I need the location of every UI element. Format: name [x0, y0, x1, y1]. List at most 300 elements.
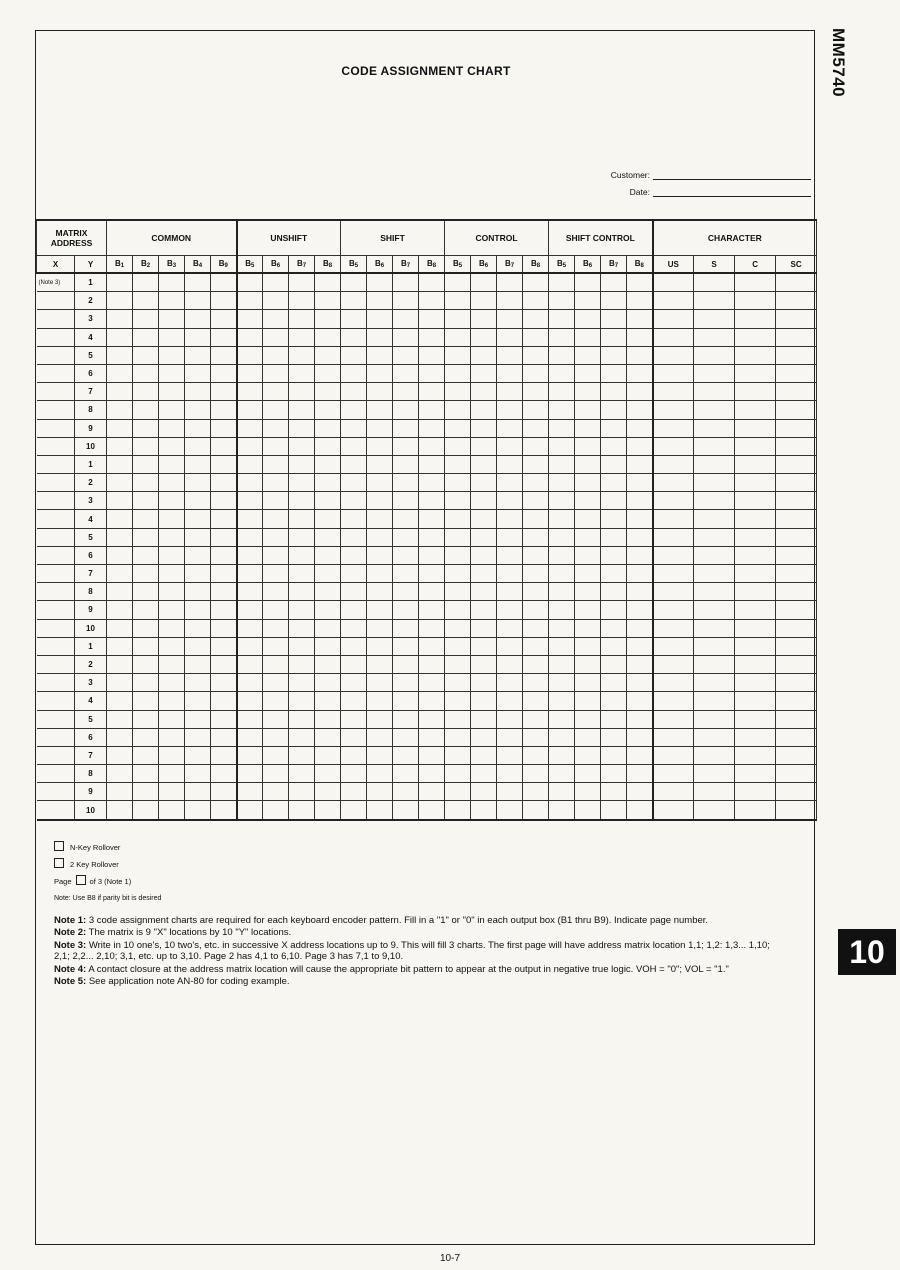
output-bit-cell[interactable] — [549, 583, 575, 601]
character-cell[interactable] — [694, 619, 735, 637]
output-bit-cell[interactable] — [211, 619, 237, 637]
output-bit-cell[interactable] — [445, 455, 471, 473]
output-bit-cell[interactable] — [237, 310, 263, 328]
output-bit-cell[interactable] — [601, 710, 627, 728]
output-bit-cell[interactable] — [445, 710, 471, 728]
character-cell[interactable] — [653, 328, 694, 346]
output-bit-cell[interactable] — [107, 746, 133, 764]
output-bit-cell[interactable] — [289, 619, 315, 637]
x-address-cell[interactable] — [37, 474, 75, 492]
output-bit-cell[interactable] — [263, 674, 289, 692]
output-bit-cell[interactable] — [601, 383, 627, 401]
output-bit-cell[interactable] — [367, 528, 393, 546]
character-cell[interactable] — [776, 710, 817, 728]
output-bit-cell[interactable] — [471, 601, 497, 619]
output-bit-cell[interactable] — [263, 474, 289, 492]
output-bit-cell[interactable] — [159, 455, 185, 473]
output-bit-cell[interactable] — [575, 292, 601, 310]
x-address-cell[interactable] — [37, 383, 75, 401]
character-cell[interactable] — [653, 383, 694, 401]
output-bit-cell[interactable] — [419, 728, 445, 746]
x-address-cell[interactable] — [37, 292, 75, 310]
output-bit-cell[interactable] — [237, 383, 263, 401]
output-bit-cell[interactable] — [601, 655, 627, 673]
character-cell[interactable] — [694, 783, 735, 801]
output-bit-cell[interactable] — [211, 419, 237, 437]
output-bit-cell[interactable] — [107, 528, 133, 546]
output-bit-cell[interactable] — [107, 346, 133, 364]
output-bit-cell[interactable] — [341, 674, 367, 692]
output-bit-cell[interactable] — [315, 765, 341, 783]
output-bit-cell[interactable] — [497, 674, 523, 692]
output-bit-cell[interactable] — [341, 273, 367, 292]
output-bit-cell[interactable] — [211, 383, 237, 401]
output-bit-cell[interactable] — [471, 364, 497, 382]
output-bit-cell[interactable] — [107, 474, 133, 492]
output-bit-cell[interactable] — [601, 492, 627, 510]
output-bit-cell[interactable] — [445, 728, 471, 746]
output-bit-cell[interactable] — [237, 655, 263, 673]
character-cell[interactable] — [735, 565, 776, 583]
output-bit-cell[interactable] — [445, 273, 471, 292]
output-bit-cell[interactable] — [263, 565, 289, 583]
output-bit-cell[interactable] — [263, 510, 289, 528]
output-bit-cell[interactable] — [341, 692, 367, 710]
output-bit-cell[interactable] — [497, 546, 523, 564]
output-bit-cell[interactable] — [497, 783, 523, 801]
output-bit-cell[interactable] — [471, 510, 497, 528]
output-bit-cell[interactable] — [471, 619, 497, 637]
output-bit-cell[interactable] — [341, 583, 367, 601]
date-field[interactable] — [602, 187, 814, 197]
output-bit-cell[interactable] — [497, 528, 523, 546]
output-bit-cell[interactable] — [471, 346, 497, 364]
output-bit-cell[interactable] — [523, 710, 549, 728]
output-bit-cell[interactable] — [263, 801, 289, 820]
output-bit-cell[interactable] — [419, 310, 445, 328]
output-bit-cell[interactable] — [159, 692, 185, 710]
character-cell[interactable] — [653, 674, 694, 692]
character-cell[interactable] — [653, 492, 694, 510]
x-address-cell[interactable]: (Note 3) — [37, 273, 75, 292]
output-bit-cell[interactable] — [185, 637, 211, 655]
output-bit-cell[interactable] — [393, 328, 419, 346]
output-bit-cell[interactable] — [549, 492, 575, 510]
x-address-cell[interactable] — [37, 637, 75, 655]
character-cell[interactable] — [735, 728, 776, 746]
output-bit-cell[interactable] — [393, 674, 419, 692]
output-bit-cell[interactable] — [367, 783, 393, 801]
output-bit-cell[interactable] — [159, 383, 185, 401]
output-bit-cell[interactable] — [471, 292, 497, 310]
output-bit-cell[interactable] — [627, 383, 653, 401]
output-bit-cell[interactable] — [575, 565, 601, 583]
output-bit-cell[interactable] — [159, 346, 185, 364]
character-cell[interactable] — [735, 546, 776, 564]
output-bit-cell[interactable] — [289, 510, 315, 528]
output-bit-cell[interactable] — [575, 765, 601, 783]
output-bit-cell[interactable] — [471, 583, 497, 601]
character-cell[interactable] — [694, 474, 735, 492]
output-bit-cell[interactable] — [471, 655, 497, 673]
output-bit-cell[interactable] — [107, 765, 133, 783]
output-bit-cell[interactable] — [523, 492, 549, 510]
output-bit-cell[interactable] — [289, 419, 315, 437]
output-bit-cell[interactable] — [133, 383, 159, 401]
customer-line[interactable] — [653, 179, 811, 180]
output-bit-cell[interactable] — [237, 637, 263, 655]
character-cell[interactable] — [653, 455, 694, 473]
character-cell[interactable] — [776, 801, 817, 820]
output-bit-cell[interactable] — [393, 601, 419, 619]
output-bit-cell[interactable] — [315, 310, 341, 328]
output-bit-cell[interactable] — [211, 310, 237, 328]
x-address-cell[interactable] — [37, 565, 75, 583]
output-bit-cell[interactable] — [445, 492, 471, 510]
output-bit-cell[interactable] — [627, 565, 653, 583]
output-bit-cell[interactable] — [263, 583, 289, 601]
output-bit-cell[interactable] — [393, 419, 419, 437]
output-bit-cell[interactable] — [185, 510, 211, 528]
output-bit-cell[interactable] — [523, 765, 549, 783]
output-bit-cell[interactable] — [627, 655, 653, 673]
output-bit-cell[interactable] — [419, 474, 445, 492]
output-bit-cell[interactable] — [289, 437, 315, 455]
output-bit-cell[interactable] — [575, 674, 601, 692]
output-bit-cell[interactable] — [211, 565, 237, 583]
output-bit-cell[interactable] — [445, 310, 471, 328]
output-bit-cell[interactable] — [393, 273, 419, 292]
output-bit-cell[interactable] — [627, 437, 653, 455]
output-bit-cell[interactable] — [367, 710, 393, 728]
output-bit-cell[interactable] — [575, 692, 601, 710]
output-bit-cell[interactable] — [107, 364, 133, 382]
x-address-cell[interactable] — [37, 692, 75, 710]
output-bit-cell[interactable] — [315, 401, 341, 419]
character-cell[interactable] — [735, 455, 776, 473]
output-bit-cell[interactable] — [627, 583, 653, 601]
output-bit-cell[interactable] — [523, 346, 549, 364]
output-bit-cell[interactable] — [185, 528, 211, 546]
output-bit-cell[interactable] — [341, 801, 367, 820]
output-bit-cell[interactable] — [549, 674, 575, 692]
output-bit-cell[interactable] — [263, 328, 289, 346]
output-bit-cell[interactable] — [237, 674, 263, 692]
output-bit-cell[interactable] — [367, 492, 393, 510]
character-cell[interactable] — [694, 455, 735, 473]
output-bit-cell[interactable] — [367, 401, 393, 419]
character-cell[interactable] — [735, 637, 776, 655]
output-bit-cell[interactable] — [341, 383, 367, 401]
output-bit-cell[interactable] — [237, 565, 263, 583]
output-bit-cell[interactable] — [211, 710, 237, 728]
output-bit-cell[interactable] — [471, 401, 497, 419]
character-cell[interactable] — [735, 364, 776, 382]
output-bit-cell[interactable] — [211, 746, 237, 764]
output-bit-cell[interactable] — [211, 546, 237, 564]
character-cell[interactable] — [776, 383, 817, 401]
output-bit-cell[interactable] — [393, 510, 419, 528]
output-bit-cell[interactable] — [237, 546, 263, 564]
output-bit-cell[interactable] — [263, 455, 289, 473]
output-bit-cell[interactable] — [523, 455, 549, 473]
output-bit-cell[interactable] — [627, 710, 653, 728]
output-bit-cell[interactable] — [237, 474, 263, 492]
output-bit-cell[interactable] — [185, 273, 211, 292]
output-bit-cell[interactable] — [601, 292, 627, 310]
output-bit-cell[interactable] — [549, 528, 575, 546]
output-bit-cell[interactable] — [133, 692, 159, 710]
output-bit-cell[interactable] — [341, 328, 367, 346]
output-bit-cell[interactable] — [523, 746, 549, 764]
character-cell[interactable] — [694, 364, 735, 382]
character-cell[interactable] — [653, 346, 694, 364]
character-cell[interactable] — [653, 728, 694, 746]
output-bit-cell[interactable] — [445, 765, 471, 783]
output-bit-cell[interactable] — [237, 292, 263, 310]
output-bit-cell[interactable] — [419, 674, 445, 692]
output-bit-cell[interactable] — [107, 492, 133, 510]
output-bit-cell[interactable] — [289, 765, 315, 783]
output-bit-cell[interactable] — [159, 619, 185, 637]
output-bit-cell[interactable] — [419, 364, 445, 382]
character-cell[interactable] — [735, 474, 776, 492]
x-address-cell[interactable] — [37, 455, 75, 473]
output-bit-cell[interactable] — [549, 310, 575, 328]
output-bit-cell[interactable] — [263, 601, 289, 619]
output-bit-cell[interactable] — [601, 692, 627, 710]
output-bit-cell[interactable] — [341, 364, 367, 382]
output-bit-cell[interactable] — [315, 546, 341, 564]
output-bit-cell[interactable] — [627, 674, 653, 692]
output-bit-cell[interactable] — [159, 510, 185, 528]
output-bit-cell[interactable] — [471, 710, 497, 728]
output-bit-cell[interactable] — [341, 419, 367, 437]
output-bit-cell[interactable] — [445, 437, 471, 455]
output-bit-cell[interactable] — [627, 310, 653, 328]
output-bit-cell[interactable] — [159, 746, 185, 764]
character-cell[interactable] — [776, 583, 817, 601]
character-cell[interactable] — [735, 292, 776, 310]
output-bit-cell[interactable] — [497, 492, 523, 510]
output-bit-cell[interactable] — [211, 637, 237, 655]
output-bit-cell[interactable] — [289, 455, 315, 473]
output-bit-cell[interactable] — [601, 328, 627, 346]
output-bit-cell[interactable] — [315, 474, 341, 492]
output-bit-cell[interactable] — [263, 546, 289, 564]
output-bit-cell[interactable] — [627, 619, 653, 637]
character-cell[interactable] — [694, 292, 735, 310]
character-cell[interactable] — [694, 273, 735, 292]
output-bit-cell[interactable] — [185, 728, 211, 746]
character-cell[interactable] — [776, 655, 817, 673]
output-bit-cell[interactable] — [627, 474, 653, 492]
output-bit-cell[interactable] — [341, 510, 367, 528]
output-bit-cell[interactable] — [237, 746, 263, 764]
output-bit-cell[interactable] — [549, 801, 575, 820]
output-bit-cell[interactable] — [263, 692, 289, 710]
output-bit-cell[interactable] — [471, 455, 497, 473]
output-bit-cell[interactable] — [107, 383, 133, 401]
output-bit-cell[interactable] — [367, 510, 393, 528]
output-bit-cell[interactable] — [549, 455, 575, 473]
output-bit-cell[interactable] — [133, 728, 159, 746]
x-address-cell[interactable] — [37, 528, 75, 546]
output-bit-cell[interactable] — [601, 728, 627, 746]
output-bit-cell[interactable] — [159, 710, 185, 728]
output-bit-cell[interactable] — [523, 401, 549, 419]
output-bit-cell[interactable] — [289, 728, 315, 746]
x-address-cell[interactable] — [37, 510, 75, 528]
output-bit-cell[interactable] — [393, 710, 419, 728]
output-bit-cell[interactable] — [289, 546, 315, 564]
output-bit-cell[interactable] — [185, 383, 211, 401]
output-bit-cell[interactable] — [289, 383, 315, 401]
output-bit-cell[interactable] — [159, 601, 185, 619]
output-bit-cell[interactable] — [497, 292, 523, 310]
output-bit-cell[interactable] — [263, 346, 289, 364]
output-bit-cell[interactable] — [263, 619, 289, 637]
output-bit-cell[interactable] — [497, 801, 523, 820]
output-bit-cell[interactable] — [419, 546, 445, 564]
character-cell[interactable] — [735, 528, 776, 546]
output-bit-cell[interactable] — [367, 619, 393, 637]
output-bit-cell[interactable] — [341, 474, 367, 492]
output-bit-cell[interactable] — [211, 655, 237, 673]
character-cell[interactable] — [653, 746, 694, 764]
character-cell[interactable] — [735, 619, 776, 637]
output-bit-cell[interactable] — [575, 364, 601, 382]
output-bit-cell[interactable] — [263, 710, 289, 728]
character-cell[interactable] — [653, 583, 694, 601]
output-bit-cell[interactable] — [185, 546, 211, 564]
output-bit-cell[interactable] — [627, 455, 653, 473]
character-cell[interactable] — [653, 601, 694, 619]
character-cell[interactable] — [776, 728, 817, 746]
character-cell[interactable] — [653, 364, 694, 382]
output-bit-cell[interactable] — [471, 492, 497, 510]
output-bit-cell[interactable] — [523, 783, 549, 801]
output-bit-cell[interactable] — [471, 637, 497, 655]
output-bit-cell[interactable] — [185, 583, 211, 601]
output-bit-cell[interactable] — [315, 383, 341, 401]
output-bit-cell[interactable] — [315, 601, 341, 619]
output-bit-cell[interactable] — [185, 474, 211, 492]
character-cell[interactable] — [653, 765, 694, 783]
output-bit-cell[interactable] — [601, 637, 627, 655]
output-bit-cell[interactable] — [601, 546, 627, 564]
output-bit-cell[interactable] — [497, 455, 523, 473]
output-bit-cell[interactable] — [497, 583, 523, 601]
output-bit-cell[interactable] — [497, 637, 523, 655]
output-bit-cell[interactable] — [367, 674, 393, 692]
output-bit-cell[interactable] — [497, 510, 523, 528]
output-bit-cell[interactable] — [627, 746, 653, 764]
character-cell[interactable] — [776, 455, 817, 473]
output-bit-cell[interactable] — [497, 655, 523, 673]
output-bit-cell[interactable] — [471, 310, 497, 328]
output-bit-cell[interactable] — [627, 328, 653, 346]
output-bit-cell[interactable] — [185, 310, 211, 328]
output-bit-cell[interactable] — [263, 364, 289, 382]
output-bit-cell[interactable] — [549, 601, 575, 619]
character-cell[interactable] — [694, 637, 735, 655]
date-line[interactable] — [653, 196, 811, 197]
output-bit-cell[interactable] — [107, 437, 133, 455]
output-bit-cell[interactable] — [601, 583, 627, 601]
output-bit-cell[interactable] — [549, 292, 575, 310]
output-bit-cell[interactable] — [133, 765, 159, 783]
character-cell[interactable] — [776, 273, 817, 292]
output-bit-cell[interactable] — [185, 765, 211, 783]
character-cell[interactable] — [694, 310, 735, 328]
output-bit-cell[interactable] — [497, 565, 523, 583]
output-bit-cell[interactable] — [393, 310, 419, 328]
output-bit-cell[interactable] — [185, 346, 211, 364]
output-bit-cell[interactable] — [237, 692, 263, 710]
output-bit-cell[interactable] — [263, 292, 289, 310]
output-bit-cell[interactable] — [549, 746, 575, 764]
x-address-cell[interactable] — [37, 619, 75, 637]
output-bit-cell[interactable] — [393, 583, 419, 601]
output-bit-cell[interactable] — [315, 801, 341, 820]
output-bit-cell[interactable] — [523, 364, 549, 382]
output-bit-cell[interactable] — [237, 783, 263, 801]
output-bit-cell[interactable] — [627, 292, 653, 310]
output-bit-cell[interactable] — [133, 601, 159, 619]
x-address-cell[interactable] — [37, 437, 75, 455]
output-bit-cell[interactable] — [549, 692, 575, 710]
output-bit-cell[interactable] — [523, 437, 549, 455]
output-bit-cell[interactable] — [107, 728, 133, 746]
character-cell[interactable] — [735, 583, 776, 601]
character-cell[interactable] — [653, 401, 694, 419]
output-bit-cell[interactable] — [627, 783, 653, 801]
output-bit-cell[interactable] — [159, 492, 185, 510]
output-bit-cell[interactable] — [627, 510, 653, 528]
x-address-cell[interactable] — [37, 783, 75, 801]
output-bit-cell[interactable] — [627, 546, 653, 564]
output-bit-cell[interactable] — [107, 455, 133, 473]
output-bit-cell[interactable] — [549, 401, 575, 419]
output-bit-cell[interactable] — [159, 419, 185, 437]
output-bit-cell[interactable] — [627, 419, 653, 437]
output-bit-cell[interactable] — [523, 728, 549, 746]
output-bit-cell[interactable] — [133, 401, 159, 419]
output-bit-cell[interactable] — [497, 328, 523, 346]
output-bit-cell[interactable] — [211, 401, 237, 419]
output-bit-cell[interactable] — [445, 601, 471, 619]
output-bit-cell[interactable] — [601, 437, 627, 455]
output-bit-cell[interactable] — [289, 674, 315, 692]
output-bit-cell[interactable] — [341, 565, 367, 583]
output-bit-cell[interactable] — [237, 492, 263, 510]
output-bit-cell[interactable] — [393, 565, 419, 583]
character-cell[interactable] — [653, 273, 694, 292]
output-bit-cell[interactable] — [523, 801, 549, 820]
output-bit-cell[interactable] — [289, 783, 315, 801]
output-bit-cell[interactable] — [497, 346, 523, 364]
output-bit-cell[interactable] — [549, 619, 575, 637]
output-bit-cell[interactable] — [341, 401, 367, 419]
output-bit-cell[interactable] — [419, 692, 445, 710]
output-bit-cell[interactable] — [289, 655, 315, 673]
character-cell[interactable] — [653, 419, 694, 437]
output-bit-cell[interactable] — [471, 383, 497, 401]
output-bit-cell[interactable] — [445, 346, 471, 364]
output-bit-cell[interactable] — [497, 364, 523, 382]
output-bit-cell[interactable] — [367, 565, 393, 583]
